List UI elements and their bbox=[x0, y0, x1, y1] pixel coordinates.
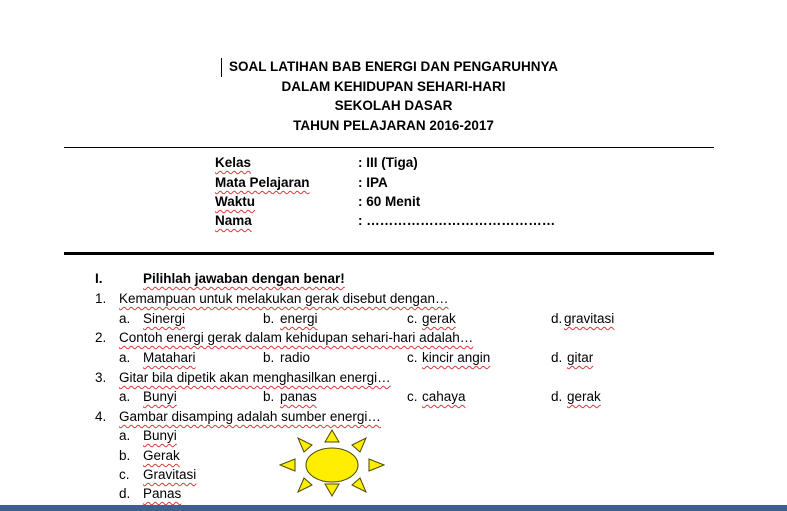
q3-option-d-text: gerak bbox=[567, 389, 601, 404]
q2-option-d-text: gitar bbox=[567, 350, 594, 365]
q2-option-d-letter: d. bbox=[551, 350, 563, 365]
doc-title-line-4: TAHUN PELAJARAN 2016-2017 bbox=[293, 118, 494, 133]
q2-option-b-letter: b. bbox=[263, 350, 275, 365]
q4-option-c-text: Gravitasi bbox=[143, 467, 197, 482]
info-label-waktu: Waktu bbox=[215, 194, 255, 209]
section-number: I. bbox=[95, 271, 103, 286]
q1-option-d-text: gravitasi bbox=[564, 311, 615, 326]
question-4-number: 4. bbox=[95, 409, 107, 424]
q4-option-b-text: Gerak bbox=[143, 448, 180, 463]
info-label-mapel: Mata Pelajaran bbox=[215, 175, 310, 190]
question-3-number: 3. bbox=[95, 370, 107, 385]
q2-option-a-text: Matahari bbox=[143, 350, 196, 365]
q1-option-b-letter: b. bbox=[263, 311, 275, 326]
q1-option-d-letter: d. bbox=[551, 311, 563, 326]
section-instruction: Pilihlah jawaban dengan benar! bbox=[143, 271, 345, 286]
question-3-text: Gitar bila dipetik akan menghasilkan energi… bbox=[119, 370, 391, 385]
q1-option-b-text: energi bbox=[280, 311, 318, 326]
question-4-text: Gambar disamping adalah sumber energi… bbox=[119, 409, 381, 424]
question-1-number: 1. bbox=[95, 291, 107, 306]
q4-option-c-letter: c. bbox=[119, 467, 130, 482]
q1-option-a-letter: a. bbox=[119, 311, 131, 326]
q3-option-a-letter: a. bbox=[119, 389, 131, 404]
info-value-nama: : …………………………………… bbox=[358, 213, 556, 228]
q4-option-a-text: Bunyi bbox=[143, 428, 177, 443]
question-2-text: Contoh energi gerak dalam kehidupan sehari-hari adalah… bbox=[119, 330, 474, 345]
info-label-nama: Nama bbox=[215, 213, 252, 228]
q4-option-b-letter: b. bbox=[119, 448, 131, 463]
q2-option-a-letter: a. bbox=[119, 350, 131, 365]
info-value-kelas: : III (Tiga) bbox=[358, 155, 418, 170]
q3-option-c-text: cahaya bbox=[422, 389, 466, 404]
question-1-text: Kemampuan untuk melakukan gerak disebut dengan… bbox=[119, 291, 449, 306]
sun-icon bbox=[278, 428, 386, 498]
q4-option-d-text: Panas bbox=[143, 486, 182, 501]
q4-option-a-letter: a. bbox=[119, 428, 131, 443]
info-label-kelas: Kelas bbox=[215, 155, 252, 170]
q1-option-c-text: gerak bbox=[422, 311, 456, 326]
q2-option-b-text: radio bbox=[280, 350, 311, 365]
info-divider bbox=[64, 252, 714, 255]
question-2-number: 2. bbox=[95, 330, 107, 345]
sun-disc bbox=[306, 448, 358, 482]
q1-option-a-text: Sinergi bbox=[143, 311, 186, 326]
doc-title-line-3: SEKOLAH DASAR bbox=[334, 98, 453, 113]
window-bottom-border bbox=[0, 505, 787, 511]
q3-option-b-text: panas bbox=[280, 389, 317, 404]
q2-option-c-letter: c. bbox=[407, 350, 418, 365]
q3-option-c-letter: c. bbox=[407, 389, 418, 404]
q1-option-c-letter: c. bbox=[407, 311, 418, 326]
header-divider bbox=[64, 147, 714, 148]
doc-title-line-2: DALAM KEHIDUPAN SEHARI-HARI bbox=[281, 79, 506, 94]
q3-option-a-text: Bunyi bbox=[143, 389, 177, 404]
q3-option-d-letter: d. bbox=[551, 389, 563, 404]
q3-option-b-letter: b. bbox=[263, 389, 275, 404]
q2-option-c-text: kincir angin bbox=[422, 350, 491, 365]
info-value-waktu: : 60 Menit bbox=[358, 194, 421, 209]
q4-option-d-letter: d. bbox=[119, 486, 131, 501]
doc-title-line-1: SOAL LATIHAN BAB ENERGI DAN PENGARUHNYA bbox=[228, 59, 559, 74]
info-value-mapel: : IPA bbox=[358, 175, 388, 190]
